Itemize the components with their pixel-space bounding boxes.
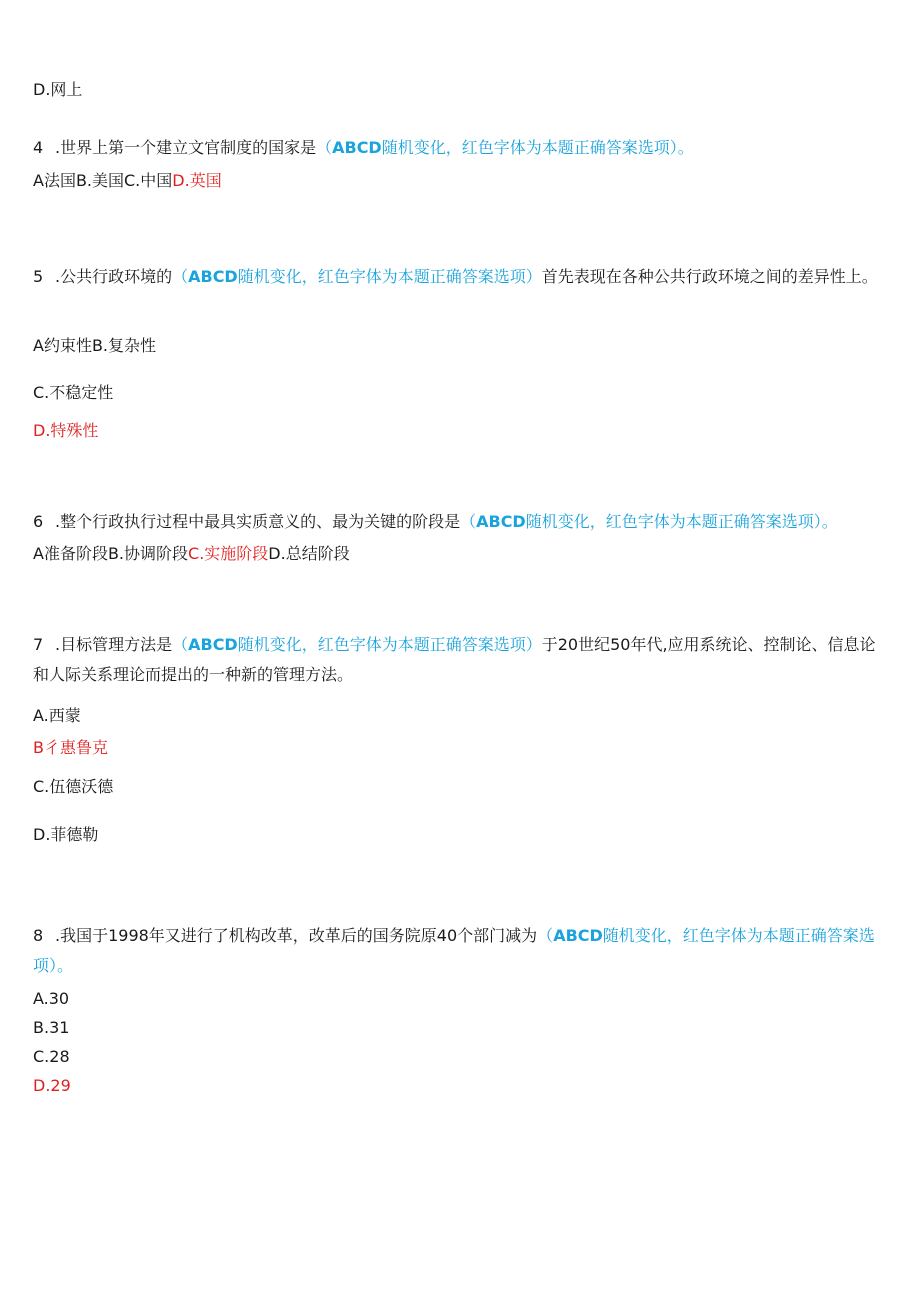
hint-abcd: ABCD [553,926,603,945]
q5-text-after: 首先表现在各种公共行政环境之间的差异性上。 [541,267,878,286]
hint-open: （ [172,635,189,654]
q7-text-after: 于20世纪50年代,应用系统论、控制论、信息论和人际关系理论而提出的一种新的管理方法。 [33,635,876,684]
hint-text: 随机变化，红色字体为本题正确答案选项 [525,512,814,531]
hint-open: （ [316,138,333,157]
hint-open: （ [460,512,477,531]
q8-option-c: C.28 [33,1047,70,1066]
q6-option-c-correct: C.实施阶段 [188,544,269,563]
hint-abcd: ABCD [476,512,526,531]
q4-options-plain: A法国B.美国C.中国 [33,171,173,190]
q6-question [33,511,838,533]
q4-end: 。 [677,138,694,157]
hint-text: 随机变化，红色字体为本题正确答案选项 [237,267,526,286]
q6-text: .整个行政执行过程中最具实质意义的、最为关键的阶段是 [55,512,461,531]
q4-text: .世界上第一个建立文官制度的国家是 [55,138,317,157]
q4-number: 4 [33,138,44,157]
q7-number: 7 [33,635,44,654]
q7-text-before: .目标管理方法是 [55,635,173,654]
q4-hint [316,138,694,157]
hint-close: ） [813,512,822,531]
q8-number: 8 [33,926,44,945]
hint-abcd: ABCD [188,267,238,286]
q6-option-d: D.总结阶段 [268,544,350,563]
q6-option-ab: A准备阶段B.协调阶段 [33,544,189,563]
q4-options [33,170,222,192]
hint-abcd: ABCD [332,138,382,157]
q5-number: 5 [33,267,44,286]
q6-end: 。 [821,512,838,531]
q5-text-before: .公共行政环境的 [55,267,173,286]
q6-options [33,543,350,565]
q7-option-b-correct: B彳惠鲁克 [33,738,108,757]
hint-close: ） [525,267,542,286]
q7-option-d: D.菲德勒 [33,825,99,844]
hint-close: ） [669,138,678,157]
q8-option-d-correct: D.29 [33,1076,71,1095]
q4-option-correct: D.英国 [172,171,222,190]
q8-end: 。 [57,956,74,975]
hint-close: ） [49,956,58,975]
q7-question [33,630,888,690]
hint-text: 随机变化，红色字体为本题正确答案选项 [237,635,526,654]
q5-option-c: C.不稳定性 [33,383,114,402]
q8-option-b: B.31 [33,1018,70,1037]
q7-option-c: C.伍德沃德 [33,777,114,796]
q6-hint [460,512,838,531]
q5-hint [172,267,542,286]
hint-close: ） [525,635,542,654]
q5-option-d-correct: D.特殊性 [33,421,99,440]
q8-text: .我国于1998年又进行了机构改革，改革后的国务院原40个部门减为 [55,926,538,945]
q3-option-d: D.网上 [33,80,83,99]
hint-open: （ [537,926,554,945]
hint-text: 随机变化，红色字体为本题正确答案选项 [381,138,670,157]
q8-option-a: A.30 [33,989,70,1008]
q5-question [33,262,888,292]
q8-question [33,921,888,981]
q7-option-a: A.西蒙 [33,706,81,725]
q6-number: 6 [33,512,44,531]
q7-hint [172,635,542,654]
q4-question [33,137,694,159]
q5-option-ab: A约束性B.复杂性 [33,336,157,355]
hint-abcd: ABCD [188,635,238,654]
hint-text: 随机变化，红色字体为本题正确答案选项 [33,926,875,975]
hint-open: （ [172,267,189,286]
